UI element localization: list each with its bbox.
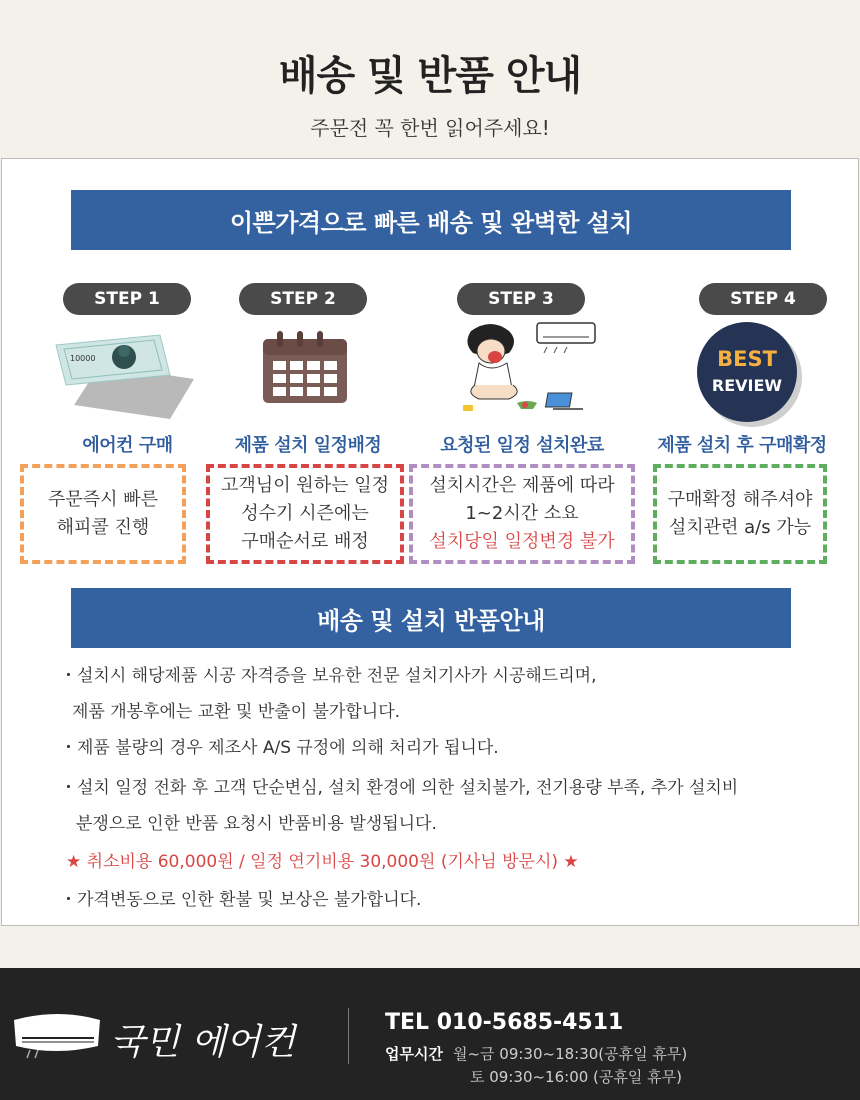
step-3-title: 요청된 일정 설치완료 xyxy=(440,435,604,456)
calendar-icon xyxy=(259,329,351,407)
step-3-pill: STEP 3 xyxy=(457,283,585,315)
fee-warning: ★ 취소비용 60,000원 / 일정 연기비용 30,000원 (기사님 방문시) ★ xyxy=(66,852,579,872)
step-1-line: 해피콜 진행 xyxy=(56,517,150,538)
footer-divider xyxy=(348,1008,349,1064)
note-line: 제품 개봉후에는 교환 및 반출이 불가합니다. xyxy=(72,702,401,722)
step-1-pill: STEP 1 xyxy=(63,283,191,315)
note-line: ・제품 불량의 경우 제조사 A/S 규정에 의해 처리가 됩니다. xyxy=(60,738,499,758)
note-line: 분쟁으로 인한 반품 요청시 반품비용 발생됩니다. xyxy=(76,814,437,834)
business-hours-saturday: 토 09:30~16:00 (공휴일 휴무) xyxy=(470,1068,682,1086)
step-4-line: 설치관련 a/s 가능 xyxy=(668,517,812,538)
badge-best-text: BEST xyxy=(717,347,777,371)
business-hours-weekday xyxy=(385,1043,687,1064)
step-4-line: 구매확정 해주셔야 xyxy=(667,489,813,510)
phone-number: TEL 010-5685-4511 xyxy=(385,1010,624,1035)
hours-weekday: 월~금 09:30~18:30(공휴일 휴무) xyxy=(452,1045,688,1063)
step-2-line: 구매순서로 배정 xyxy=(241,531,369,552)
step-4-pill: STEP 4 xyxy=(699,283,827,315)
logo-text: 국민 에어컨 xyxy=(110,1022,296,1063)
step-3-box xyxy=(409,464,635,564)
step-2-box xyxy=(206,464,404,564)
note-line: ・설치시 해당제품 시공 자격증을 보유한 전문 설치기사가 시공해드리며, xyxy=(60,666,597,686)
svg-text:10000: 10000 xyxy=(70,354,96,363)
return-policy-banner: 배송 및 설치 반품안내 xyxy=(71,588,791,648)
hours-label: 업무시간 xyxy=(385,1045,443,1063)
page-title: 배송 및 반품 안내 xyxy=(278,53,582,99)
step-4-box xyxy=(653,464,827,564)
cash-icon xyxy=(52,327,197,422)
step-4-title: 제품 설치 후 구매확정 xyxy=(657,435,827,456)
installation-illustration-icon xyxy=(457,319,602,419)
step-3-line: 1~2시간 소요 xyxy=(465,503,579,524)
step-2-title: 제품 설치 일정배정 xyxy=(234,435,382,456)
step-2-pill: STEP 2 xyxy=(239,283,367,315)
step-3-warning: 설치당일 일정변경 불가 xyxy=(429,531,615,552)
step-2-line: 고객님이 원하는 일정 xyxy=(221,475,389,496)
page-subtitle: 주문전 꼭 한번 읽어주세요! xyxy=(310,116,550,140)
note-line: ・설치 일정 전화 후 고객 단순변심, 설치 환경에 의한 설치불가, 전기용량 부족, 추가 설치비 xyxy=(60,778,739,798)
note-line: ・가격변동으로 인한 환불 및 보상은 불가합니다. xyxy=(60,890,422,910)
best-review-badge-icon xyxy=(694,319,804,429)
footer-logo xyxy=(10,1006,330,1066)
step-1-title: 에어컨 구매 xyxy=(82,435,173,456)
step-2-line: 성수기 시즌에는 xyxy=(241,503,369,524)
footer xyxy=(0,968,860,1100)
page-header xyxy=(0,0,860,158)
step-1-box xyxy=(20,464,186,564)
step-3-line: 설치시간은 제품에 따라 xyxy=(429,475,615,496)
badge-review-text: REVIEW xyxy=(711,376,783,395)
air-conditioner-icon xyxy=(10,1008,105,1064)
content-panel xyxy=(1,158,859,926)
process-banner: 이쁜가격으로 빠른 배송 및 완벽한 설치 xyxy=(71,190,791,250)
step-1-line: 주문즉시 빠른 xyxy=(47,489,159,510)
